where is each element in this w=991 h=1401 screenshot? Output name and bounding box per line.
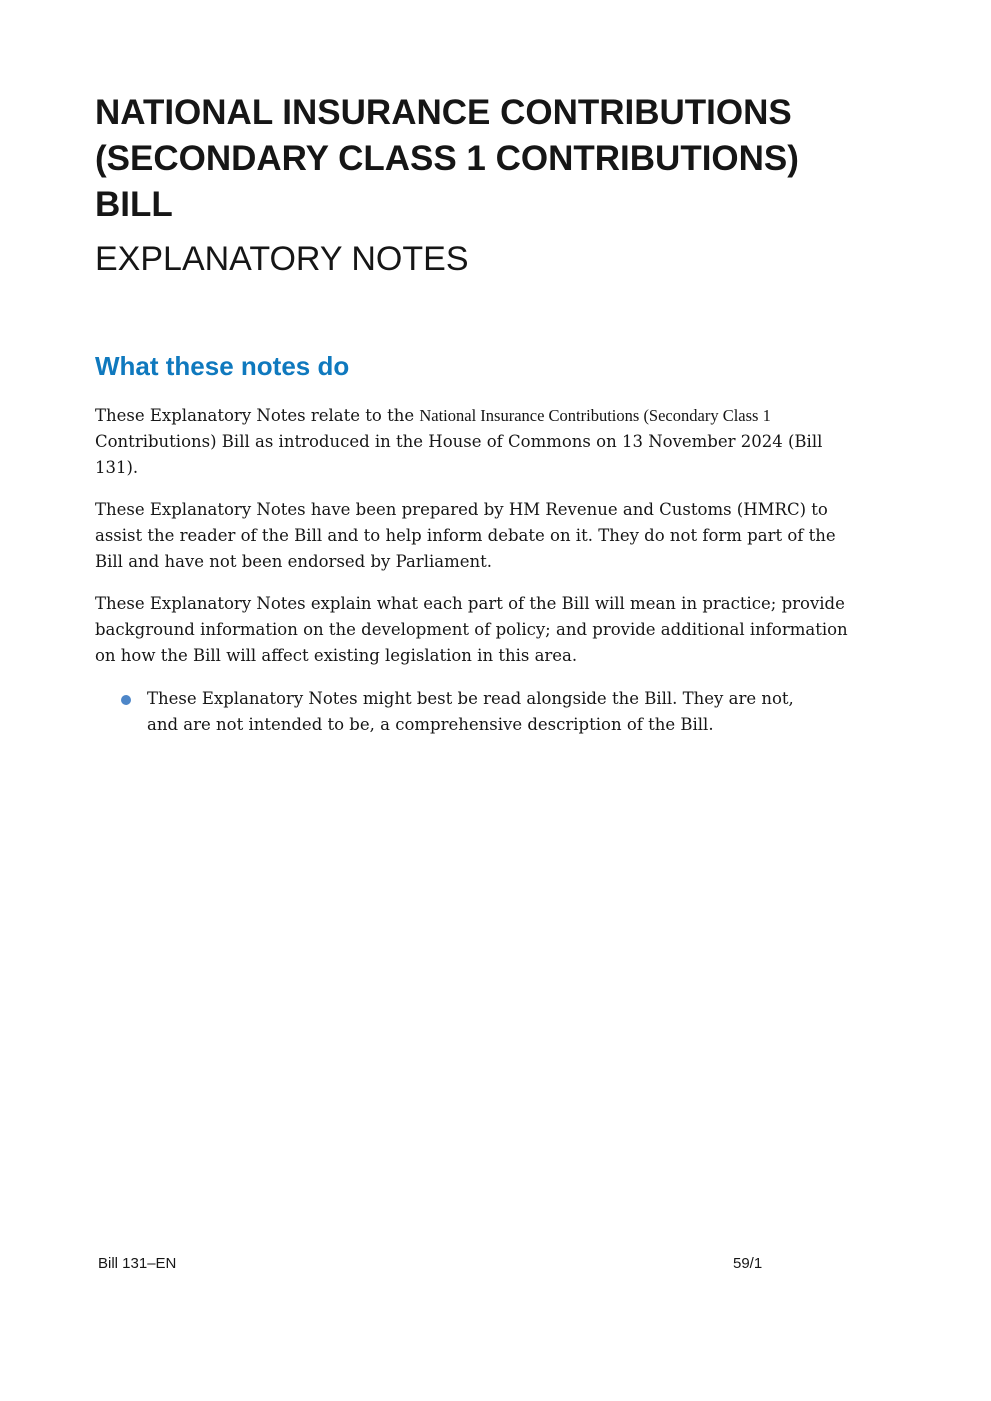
document-content (95, 0, 851, 738)
bullet-list (95, 686, 851, 738)
paragraph-explains: These Explanatory Notes explain what each part of the Bill will mean in practice; provide background information on the development of policy; and provide additional information on how the Bill will affect existing legislation in this area. (95, 594, 848, 665)
document-subtitle: EXPLANATORY NOTES (95, 240, 469, 278)
bill-title-line-1: NATIONAL INSURANCE CONTRIBUTIONS (95, 93, 792, 132)
section-heading: What these notes do (95, 351, 350, 381)
bill-title-line-3: BILL (95, 185, 173, 224)
bullet-dot-icon (121, 695, 131, 705)
bullet-item (95, 686, 851, 738)
paragraph-relates-suffix: Contributions) Bill as introduced in the House of Commons on 13 November 2024 (Bill 131). (95, 432, 823, 477)
footer-bill-number: Bill 131–EN (98, 1255, 177, 1272)
paragraph-relates-prefix: These Explanatory Notes relate to the (95, 406, 420, 425)
paragraph-relates-to (95, 403, 851, 481)
bill-name-inline: National Insurance Contributions (Secondary Class 1 (419, 406, 771, 425)
paragraph-prepared-by: These Explanatory Notes have been prepared by HM Revenue and Customs (HMRC) to assist the reader of the Bill and to help inform debate on it. They do not form part of the Bill and have not been endorsed by Parliament. (95, 500, 836, 571)
footer-page-number: 59/1 (733, 1255, 763, 1272)
bullet-text: These Explanatory Notes might best be read alongside the Bill. They are not, and are not intended to be, a comprehensive description of the Bill. (147, 689, 794, 734)
page-footer (0, 1254, 991, 1278)
bill-title (95, 90, 851, 228)
bill-title-line-2: (SECONDARY CLASS 1 CONTRIBUTIONS) (95, 139, 799, 178)
